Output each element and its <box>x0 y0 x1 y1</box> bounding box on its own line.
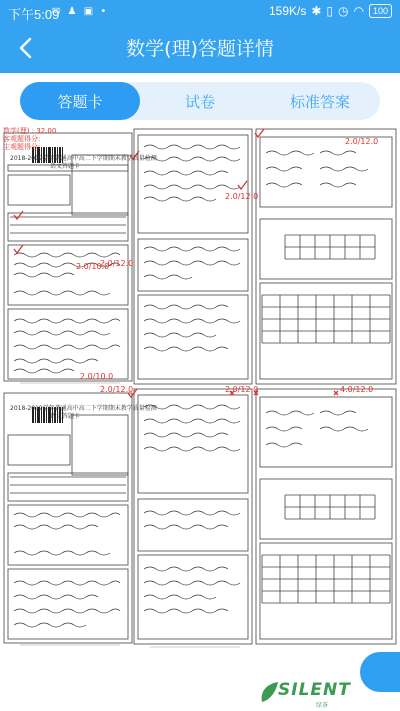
notification-icons: ✉ ♟ ▣ • <box>52 6 109 17</box>
score-mark: 2.0/12.0 <box>345 137 379 146</box>
score-mark: 2.0/10.0 <box>80 372 114 381</box>
exam-title: 2018-2019学年普通高中高二下学期期末教学质量检测 <box>10 405 157 412</box>
leaf-icon <box>258 680 280 706</box>
score-mark: 2.0/12.0 <box>225 192 259 201</box>
exam-subtitle: 语文答题卡 <box>50 413 81 420</box>
status-right <box>269 4 392 18</box>
alarm-icon: ◷ <box>338 4 349 18</box>
watermark-logo <box>258 680 351 709</box>
score-summary <box>3 127 56 151</box>
total-score-line: 数学(理) : 32.00 <box>3 127 57 135</box>
status-time: 下午5:09 <box>8 7 60 22</box>
page-title: 数学(理)答题详情 <box>126 38 274 60</box>
answer-sheet-image-2[interactable] <box>0 385 400 650</box>
answer-sheet-image-1[interactable] <box>0 125 400 390</box>
score-mark: 4.0/12.0 <box>340 385 374 394</box>
battery-icon: 100 <box>369 4 392 18</box>
tab-standard-answer[interactable]: 标准答案 <box>289 92 350 111</box>
score-mark: 2.0/12.0 <box>100 259 134 268</box>
watermark-text: SILENT <box>278 680 351 700</box>
exam-title: 2018-2019学年普通高中高二下学期期末教学质量检测 <box>10 155 157 162</box>
status-bar <box>0 0 400 24</box>
tab-bar <box>20 82 380 120</box>
exam-subtitle: 语文答题卡 <box>50 163 81 170</box>
sheet-scan-2 <box>0 385 400 650</box>
objective-score-line: 客观题得分: <box>3 135 41 143</box>
watermark-subtext: 绿茶 <box>316 702 329 709</box>
bluetooth-icon: ✱ <box>311 4 322 18</box>
nav-bar <box>0 26 400 70</box>
floating-action-button[interactable] <box>360 652 400 692</box>
score-mark: 2.0/12.0 <box>100 385 134 394</box>
vibrate-icon: ▯ <box>326 4 333 18</box>
score-mark: 2.0/10.0 <box>76 262 110 271</box>
wifi-icon: ◠ <box>353 4 364 18</box>
score-mark: 2.0/12.0 <box>225 385 259 394</box>
tab-answer-sheet[interactable]: 答题卡 <box>20 82 140 120</box>
subjective-score-line: 主观题得分: <box>3 143 41 151</box>
network-speed: 159K/s <box>268 4 307 18</box>
tab-exam-paper[interactable]: 试卷 <box>184 92 215 111</box>
app-header <box>0 0 400 73</box>
